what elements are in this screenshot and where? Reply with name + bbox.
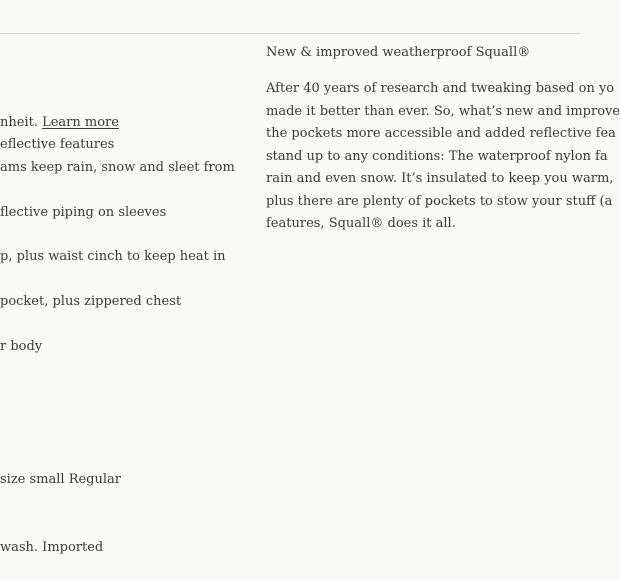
- learn-more-link[interactable]: Learn more: [42, 115, 119, 130]
- description-title: New & improved weatherproof Squall®: [266, 45, 531, 60]
- details-line-pockets: pocket, plus zippered chest: [0, 294, 182, 309]
- details-line-body: r body: [0, 339, 43, 354]
- details-line-care: wash. Imported: [0, 540, 104, 555]
- details-line-piping: flective piping on sleeves: [0, 205, 167, 220]
- description-line: made it better than ever. So, what’s new and improve: [266, 103, 620, 119]
- description-line: rain and even snow. It’s insulated to keep you warm,: [266, 171, 614, 186]
- product-description: [266, 44, 620, 574]
- details-line-temperature: [0, 115, 119, 131]
- description-body: [266, 78, 620, 236]
- description-line: the pockets more accessible and added reflective fea: [266, 126, 616, 141]
- description-line: stand up to any conditions: The waterproof nylon fa: [266, 148, 608, 164]
- details-line-cinch: p, plus waist cinch to keep heat in: [0, 249, 226, 264]
- description-line: plus there are plenty of pockets to stow your stuff (a: [266, 193, 613, 209]
- details-line-reflective: eflective features: [0, 137, 115, 152]
- description-line: features, Squall® does it all.: [266, 216, 456, 231]
- details-line-text: nheit.: [0, 115, 43, 130]
- description-line: After 40 years of research and tweaking based on yo: [266, 81, 615, 96]
- details-line-size: size small Regular: [0, 472, 121, 487]
- product-details-list: [0, 0, 250, 580]
- details-line-seams: ams keep rain, snow and sleet from: [0, 160, 235, 175]
